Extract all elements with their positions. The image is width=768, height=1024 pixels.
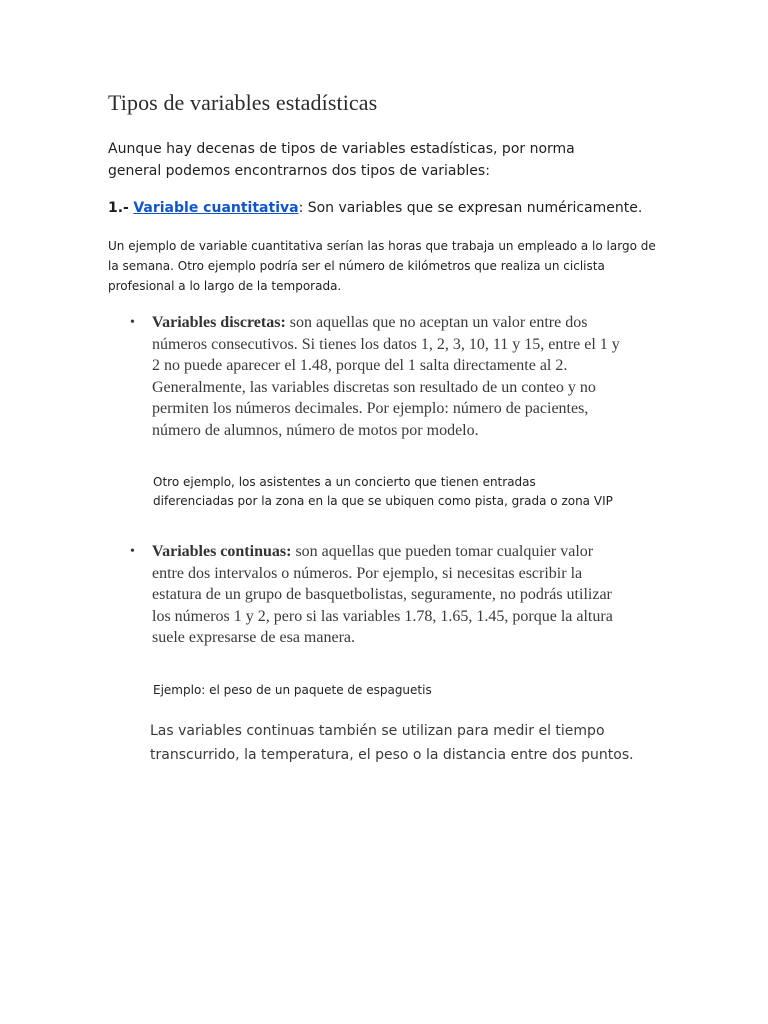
continuous-extra-example: Ejemplo: el peso de un paquete de espaguetis [153,683,432,697]
continuous-term: Variables continuas: [152,543,292,560]
variable-cuantitativa-link[interactable]: Variable cuantitativa [133,200,299,216]
closing-paragraph: Las variables continuas también se utilizan para medir el tiempo transcurrido, la temperatura, el peso o la distancia entre dos puntos. [150,723,634,763]
discrete-description: son aquellas que no aceptan un valor entre dos números consecutivos. Si tienes los datos 1, 2, 3, 10, 11 y 15, entre el 1 y 2 no puede aparecer el 1.48, porque del 1 salta directamente al 2. Generalmente, las variables discretas son resultado de un conteo y no permiten los números decimales. Por ejemplo: número de pacientes, número de alumnos, número de motos por modelo. [152,314,620,439]
bullet-icon: • [130,544,135,559]
discrete-extra-example: Otro ejemplo, los asistentes a un concierto que tienen entradas diferenciadas por la zona en la que se ubiquen como pista, grada o zona VIP [153,475,613,508]
definition-number: 1.- [108,200,129,216]
intro-paragraph: Aunque hay decenas de tipos de variables estadísticas, por norma general podemos encontrarnos dos tipos de variables: [108,141,575,179]
continuous-description: son aquellas que pueden tomar cualquier valor entre dos intervalos o números. Por ejemplo, si necesitas escribir la estatura de un grupo de basquetbolistas, seguramente, no podrás utilizar los números 1 y 2, pero si las variables 1.78, 1.65, 1.45, porque la altura suele expresarse de esa manera. [152,543,613,646]
list-item-body [152,312,622,441]
definition-text: : Son variables que se expresan numéricamente. [298,200,643,216]
quantitative-example: Un ejemplo de variable cuantitativa serían las horas que trabaja un empleado a lo largo de la semana. Otro ejemplo podría ser el número de kilómetros que realiza un ciclista profesional a lo largo de la temporada. [108,239,656,293]
quantitative-definition [108,197,642,219]
bullet-icon: • [130,315,135,330]
discrete-term: Variables discretas: [152,314,286,331]
list-item-body [152,541,622,649]
page-title: Tipos de variables estadísticas [108,90,378,115]
